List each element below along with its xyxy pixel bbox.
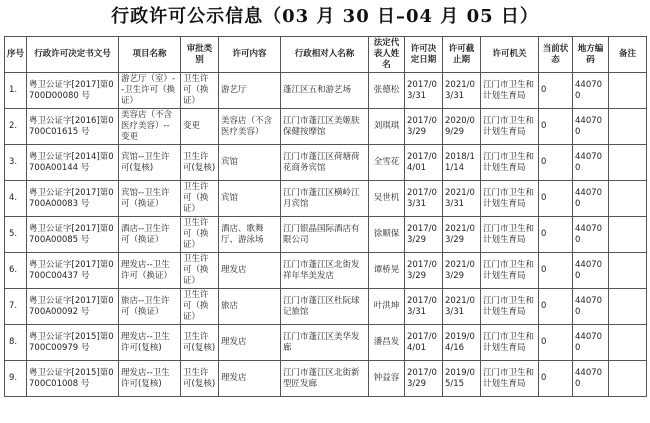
cell-decision-date: 2017/03/29 — [405, 217, 443, 253]
cell-project-name: 酒店--卫生许可（换证） — [119, 217, 181, 253]
cell-decision-date: 2017/03/29 — [405, 361, 443, 397]
cell-remarks — [609, 325, 647, 361]
cell-counterparty: 江门市蓬江区北街发祥年华美发店 — [281, 253, 369, 289]
header-cell: 地方编码 — [573, 37, 609, 73]
cell-project-name: 旅店--卫生许可（换证） — [119, 289, 181, 325]
cell-decision-number: 粤卫公证字[2017]第0700A00085 号 — [27, 217, 119, 253]
cell-approval-type: 卫生许可(复核) — [181, 325, 219, 361]
cell-approval-type: 卫生许可（换证） — [181, 289, 219, 325]
cell-legal-rep: 张德松 — [369, 73, 405, 109]
cell-region-code: 440700 — [573, 217, 609, 253]
cell-remarks — [609, 109, 647, 145]
cell-region-code: 440700 — [573, 361, 609, 397]
cell-counterparty: 江门市蓬江区荷塘荷花商务宾馆 — [281, 145, 369, 181]
table-row — [5, 145, 647, 181]
cell-status: 0 — [539, 181, 573, 217]
cell-decision-date: 2017/04/01 — [405, 145, 443, 181]
cell-seq: 4. — [5, 181, 27, 217]
cell-legal-rep: 全雪花 — [369, 145, 405, 181]
cell-legal-rep: 潘昌发 — [369, 325, 405, 361]
cell-decision-date: 2017/04/01 — [405, 325, 443, 361]
cell-status: 0 — [539, 289, 573, 325]
cell-license-content: 理发店 — [219, 325, 281, 361]
cell-seq: 1. — [5, 73, 27, 109]
cell-project-name: 游艺厅（室）--卫生许可（换证） — [119, 73, 181, 109]
table-row — [5, 109, 647, 145]
header-cell: 许可决定日期 — [405, 37, 443, 73]
cell-legal-rep: 谭桥晃 — [369, 253, 405, 289]
cell-decision-date: 2017/03/29 — [405, 253, 443, 289]
cell-authority: 江门市卫生和计划生育局 — [481, 253, 539, 289]
cell-decision-date: 2017/03/29 — [405, 109, 443, 145]
header-cell: 审批类别 — [181, 37, 219, 73]
cell-legal-rep: 叶洪坤 — [369, 289, 405, 325]
cell-authority: 江门市卫生和计划生育局 — [481, 325, 539, 361]
cell-authority: 江门市卫生和计划生育局 — [481, 289, 539, 325]
cell-decision-number: 粤卫公证字[2017]第0700A00083 号 — [27, 181, 119, 217]
table-row — [5, 289, 647, 325]
cell-status: 0 — [539, 361, 573, 397]
cell-region-code: 440700 — [573, 73, 609, 109]
cell-legal-rep: 徐顺保 — [369, 217, 405, 253]
cell-region-code: 440700 — [573, 145, 609, 181]
cell-decision-date: 2017/03/31 — [405, 289, 443, 325]
cell-seq: 6. — [5, 253, 27, 289]
cell-counterparty: 江门市蓬江区杜阮球记旅馆 — [281, 289, 369, 325]
cell-remarks — [609, 289, 647, 325]
cell-region-code: 440700 — [573, 109, 609, 145]
cell-remarks — [609, 253, 647, 289]
cell-project-name: 理发店--卫生许可（换证） — [119, 253, 181, 289]
cell-region-code: 440700 — [573, 289, 609, 325]
cell-approval-type: 卫生许可(复核) — [181, 145, 219, 181]
cell-seq: 2. — [5, 109, 27, 145]
cell-project-name: 理发店--卫生许可(复核) — [119, 325, 181, 361]
cell-status: 0 — [539, 325, 573, 361]
header-cell: 当前状态 — [539, 37, 573, 73]
cell-expiry-date: 2021/03/31 — [443, 181, 481, 217]
cell-counterparty: 江门市蓬江区美华发廊 — [281, 325, 369, 361]
cell-approval-type: 卫生许可（换证） — [181, 217, 219, 253]
cell-expiry-date: 2018/11/14 — [443, 145, 481, 181]
cell-counterparty: 江门市蓬江区横岭江月宾馆 — [281, 181, 369, 217]
cell-license-content: 宾馆 — [219, 145, 281, 181]
cell-authority: 江门市卫生和计划生育局 — [481, 73, 539, 109]
cell-expiry-date: 2021/03/31 — [443, 73, 481, 109]
cell-seq: 7. — [5, 289, 27, 325]
cell-counterparty: 江门市蓬江区北街新型匠发廊 — [281, 361, 369, 397]
cell-project-name: 理发店--卫生许可(复核) — [119, 361, 181, 397]
cell-remarks — [609, 73, 647, 109]
cell-decision-number: 粤卫公证字[2014]第0700A00144 号 — [27, 145, 119, 181]
table-row — [5, 181, 647, 217]
cell-approval-type: 卫生许可（换证） — [181, 253, 219, 289]
cell-license-content: 美容店（不含医疗美容） — [219, 109, 281, 145]
cell-license-content: 游艺厅 — [219, 73, 281, 109]
cell-approval-type: 变更 — [181, 109, 219, 145]
cell-license-content: 理发店 — [219, 253, 281, 289]
cell-status: 0 — [539, 73, 573, 109]
cell-seq: 3. — [5, 145, 27, 181]
cell-remarks — [609, 181, 647, 217]
header-cell: 备注 — [609, 37, 647, 73]
cell-seq: 8. — [5, 325, 27, 361]
cell-decision-date: 2017/03/31 — [405, 181, 443, 217]
cell-decision-number: 粤卫公证字[2017]第0700A00092 号 — [27, 289, 119, 325]
cell-seq: 9. — [5, 361, 27, 397]
header-cell: 序号 — [5, 37, 27, 73]
cell-decision-date: 2017/03/31 — [405, 73, 443, 109]
cell-decision-number: 粤卫公证字[2015]第0700C01008 号 — [27, 361, 119, 397]
cell-remarks — [609, 217, 647, 253]
page-title: 行政许可公示信息（03 月 30 日–04 月 05 日） — [111, 6, 539, 27]
cell-expiry-date: 2021/03/29 — [443, 253, 481, 289]
cell-project-name: 宾馆--卫生许可（换证） — [119, 181, 181, 217]
cell-legal-rep: 刘琪琪 — [369, 109, 405, 145]
cell-expiry-date: 2021/03/29 — [443, 217, 481, 253]
cell-legal-rep: 吴世机 — [369, 181, 405, 217]
cell-authority: 江门市卫生和计划生育局 — [481, 109, 539, 145]
cell-legal-rep: 钟益容 — [369, 361, 405, 397]
cell-approval-type: 卫生许可（换证） — [181, 73, 219, 109]
table-row — [5, 325, 647, 361]
cell-authority: 江门市卫生和计划生育局 — [481, 217, 539, 253]
header-cell: 法定代表人姓名 — [369, 37, 405, 73]
cell-project-name: 美容店（不含医疗美容）--变更 — [119, 109, 181, 145]
cell-project-name: 宾馆--卫生许可(复核) — [119, 145, 181, 181]
cell-remarks — [609, 145, 647, 181]
table-row — [5, 253, 647, 289]
cell-license-content: 理发店 — [219, 361, 281, 397]
cell-expiry-date: 2019/05/15 — [443, 361, 481, 397]
cell-region-code: 440700 — [573, 253, 609, 289]
header-cell: 许可机关 — [481, 37, 539, 73]
cell-authority: 江门市卫生和计划生育局 — [481, 145, 539, 181]
header-cell: 许可截止期 — [443, 37, 481, 73]
cell-license-content: 旅店 — [219, 289, 281, 325]
table-row — [5, 361, 647, 397]
cell-expiry-date: 2019/04/16 — [443, 325, 481, 361]
cell-approval-type: 卫生许可（换证） — [181, 181, 219, 217]
cell-license-content: 宾馆 — [219, 181, 281, 217]
cell-decision-number: 粤卫公证字[2016]第0700C01615 号 — [27, 109, 119, 145]
cell-decision-number: 粤卫公证字[2017]第0700C00437 号 — [27, 253, 119, 289]
cell-counterparty: 蓬江区五和游艺场 — [281, 73, 369, 109]
cell-counterparty: 江门市蓬江区美姬肤保健按摩馆 — [281, 109, 369, 145]
header-cell: 行政相对人名称 — [281, 37, 369, 73]
cell-counterparty: 江门银晶国际酒店有限公司 — [281, 217, 369, 253]
cell-remarks — [609, 361, 647, 397]
cell-expiry-date: 2020/09/29 — [443, 109, 481, 145]
cell-expiry-date: 2021/03/31 — [443, 289, 481, 325]
license-table — [4, 36, 647, 397]
cell-status: 0 — [539, 109, 573, 145]
cell-seq: 5. — [5, 217, 27, 253]
cell-approval-type: 卫生许可(复核) — [181, 361, 219, 397]
cell-decision-number: 粤卫公证字[2017]第0700D00080 号 — [27, 73, 119, 109]
header-row — [5, 37, 647, 73]
table-row — [5, 73, 647, 109]
cell-authority: 江门市卫生和计划生育局 — [481, 361, 539, 397]
cell-status: 0 — [539, 253, 573, 289]
cell-license-content: 酒店、歌舞厅、游泳场 — [219, 217, 281, 253]
cell-status: 0 — [539, 145, 573, 181]
table-row — [5, 217, 647, 253]
header-cell: 许可内容 — [219, 37, 281, 73]
cell-status: 0 — [539, 217, 573, 253]
cell-authority: 江门市卫生和计划生育局 — [481, 181, 539, 217]
header-cell: 项目名称 — [119, 37, 181, 73]
header-cell: 行政许可决定书文号 — [27, 37, 119, 73]
cell-decision-number: 粤卫公证字[2015]第0700C00979 号 — [27, 325, 119, 361]
cell-region-code: 440700 — [573, 325, 609, 361]
cell-region-code: 440700 — [573, 181, 609, 217]
